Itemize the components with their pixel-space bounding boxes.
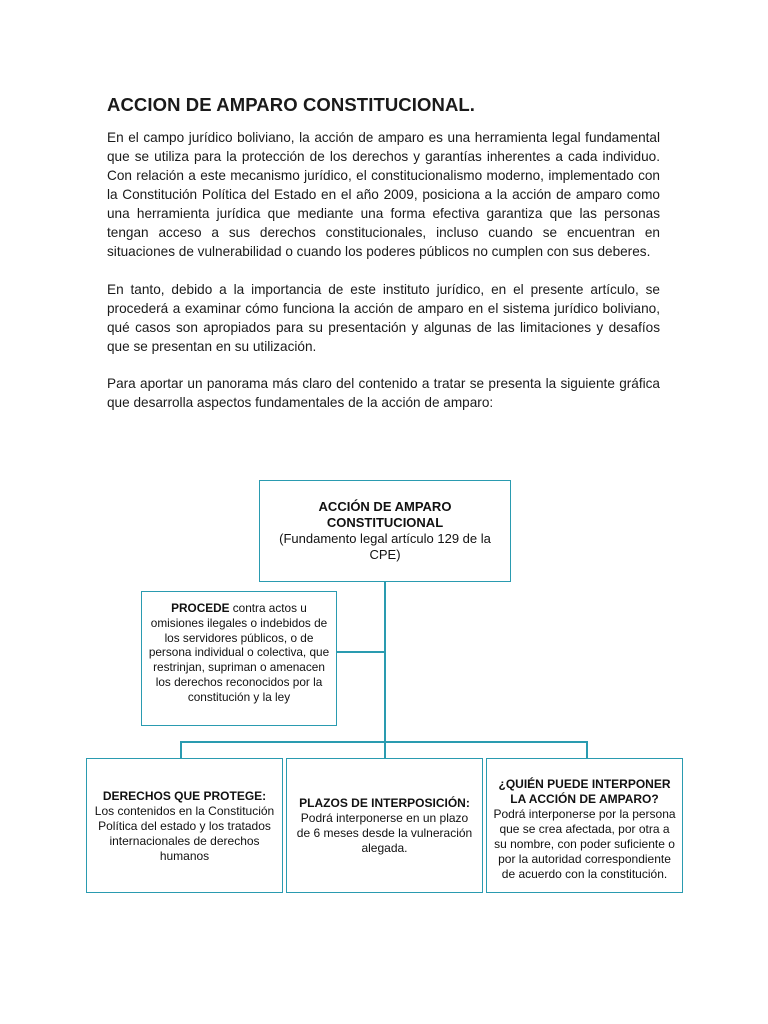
paragraph-intro: En el campo jurídico boliviano, la acción de amparo es una herramienta legal fundamental que se utiliza para la protección de los derechos y garantías inherentes a cada individuo. Con relación a este mecanismo jurídico, el constitucionalismo moderno, implementado con la Constitución Política del Estado en el año 2009, posiciona a la acción de amparo como una herramienta jurídica que mediante una forma efectiva garantiza que las personas tengan acceso a sus derechos constitucionales, incluso cuando se encuentran en situaciones de vulnerabilidad o cuando los poderes públicos no cumplen con sus deberes. (107, 130, 660, 259)
connector-quien-drop (586, 741, 588, 758)
plazos-text: Podrá interponerse en un plazo de 6 meses desde la vulneración alegada. (296, 811, 473, 855)
root-title-line1: ACCIÓN DE AMPARO (318, 499, 452, 514)
connector-procede-branch (337, 651, 385, 653)
quien-head: ¿QUIÉN PUEDE INTERPONER LA ACCIÓN DE AMPARO? (498, 777, 671, 806)
diagram-procede-box (141, 591, 337, 726)
derechos-head: DERECHOS QUE PROTEGE: (102, 789, 267, 803)
connector-derechos-drop (180, 741, 182, 758)
page-title: ACCION DE AMPARO CONSTITUCIONAL. (107, 94, 476, 115)
paragraph-scope: En tanto, debido a la importancia de este instituto jurídico, en el presente artículo, se procederá a examinar cómo funciona la acción de amparo en el sistema jurídico boliviano, qué casos son apropiados para su presentación y algunas de las limitaciones y desafíos que se presentan en su utilización. (107, 282, 660, 354)
quien-text: Podrá interponerse por la persona que se crea afectada, por otra a su nombre, con poder suficiente o por la autoridad correspondiente de acuerdo con la constitución. (493, 807, 676, 881)
derechos-text: Los contenidos en la Constitución Política del estado y los tratados internacionales de derechos humanos (94, 804, 275, 863)
root-title-line2: CONSTITUCIONAL (326, 515, 444, 530)
procede-text: contra actos u omisiones ilegales o indebidos de los servidores públicos, o de persona individual o colectiva, que restrinjan, supriman o amenacen los derechos reconocidos por la constitución y la ley (148, 601, 330, 704)
root-subtitle: (Fundamento legal artículo 129 de la CPE) (279, 531, 491, 562)
diagram-derechos-box (86, 758, 283, 893)
paragraph-diagram-intro: Para aportar un panorama más claro del contenido a tratar se presenta la siguiente gráfica que desarrolla aspectos fundamentales de la acción de amparo: (107, 376, 660, 410)
diagram-quien-box (486, 758, 683, 893)
procede-head: PROCEDE (171, 601, 230, 615)
diagram-plazos-box (286, 758, 483, 893)
connector-root-trunk (384, 582, 386, 741)
plazos-head: PLAZOS DE INTERPOSICIÓN: (299, 796, 470, 810)
connector-plazos-drop (384, 741, 386, 758)
diagram-root-box (259, 480, 511, 582)
